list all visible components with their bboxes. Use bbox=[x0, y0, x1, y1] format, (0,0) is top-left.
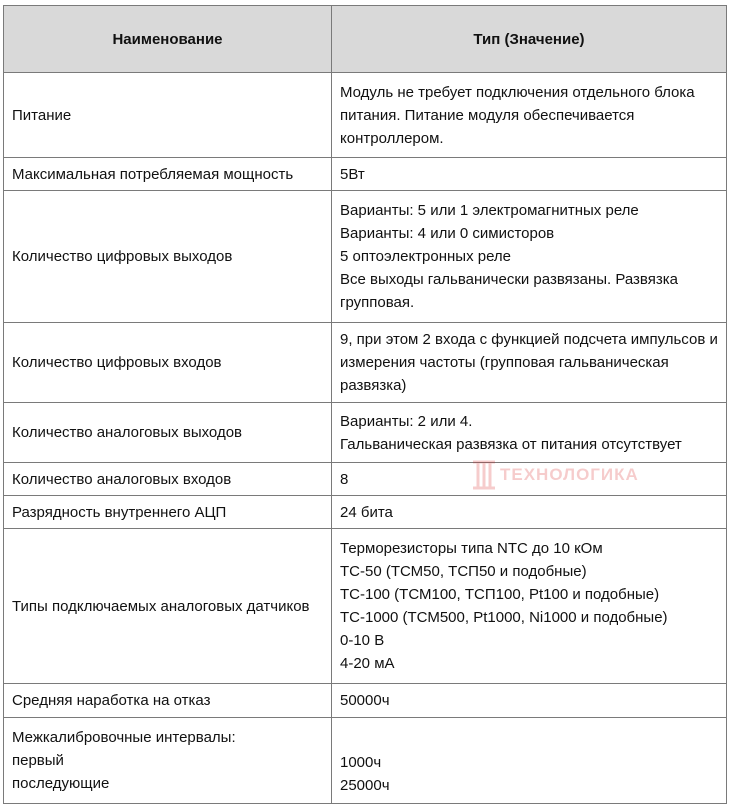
table-row bbox=[4, 718, 727, 804]
row-name: Максимальная потребляемая мощность bbox=[4, 158, 332, 191]
table-row bbox=[4, 684, 727, 718]
table-row bbox=[4, 323, 727, 403]
table-row bbox=[4, 158, 727, 191]
row-value: Варианты: 5 или 1 электромагнитных реле Варианты: 4 или 0 симисторов 5 оптоэлектронных реле Все выходы гальванически развязаны. Развязка групповая. bbox=[332, 191, 727, 323]
row-value: 5Вт bbox=[332, 158, 727, 191]
header-name: Наименование bbox=[4, 6, 332, 73]
row-value: Варианты: 2 или 4. Гальваническая развязка от питания отсутствует bbox=[332, 403, 727, 463]
row-name: Количество аналоговых входов bbox=[4, 463, 332, 496]
table-row bbox=[4, 496, 727, 529]
row-value: 50000ч bbox=[332, 684, 727, 718]
table-row bbox=[4, 529, 727, 684]
row-value: Терморезисторы типа NTC до 10 кОм ТС-50 (ТСМ50, ТСП50 и подобные) ТС-100 (ТСМ100, ТСП100, Pt100 и подобные) ТС-1000 (ТСМ500, Pt1000, Ni1000 и подобные) 0-10 В 4-20 мА bbox=[332, 529, 727, 684]
table-row bbox=[4, 191, 727, 323]
table-row bbox=[4, 463, 727, 496]
watermark-text: ТЕХНОЛОГИКА bbox=[500, 465, 639, 484]
row-value: 24 бита bbox=[332, 496, 727, 529]
row-name: Количество цифровых выходов bbox=[4, 191, 332, 323]
table-header-row bbox=[4, 6, 727, 73]
row-name: Количество аналоговых выходов bbox=[4, 403, 332, 463]
table-row bbox=[4, 403, 727, 463]
specifications-table bbox=[3, 5, 727, 804]
header-value: Тип (Значение) bbox=[332, 6, 727, 73]
row-name: Питание bbox=[4, 73, 332, 158]
row-name: Типы подключаемых аналоговых датчиков bbox=[4, 529, 332, 684]
row-name: Разрядность внутреннего АЦП bbox=[4, 496, 332, 529]
table-row bbox=[4, 73, 727, 158]
row-value: Модуль не требует подключения отдельного блока питания. Питание модуля обеспечивается контроллером. bbox=[332, 73, 727, 158]
row-name: Средняя наработка на отказ bbox=[4, 684, 332, 718]
row-value: 1000ч 25000ч bbox=[332, 718, 727, 804]
row-name: Количество цифровых входов bbox=[4, 323, 332, 403]
row-name: Межкалибровочные интервалы: первый последующие bbox=[4, 718, 332, 804]
row-value: 9, при этом 2 входа с функцией подсчета импульсов и измерения частоты (групповая гальваническая развязка) bbox=[332, 323, 727, 403]
row-value: 8 bbox=[332, 463, 727, 496]
